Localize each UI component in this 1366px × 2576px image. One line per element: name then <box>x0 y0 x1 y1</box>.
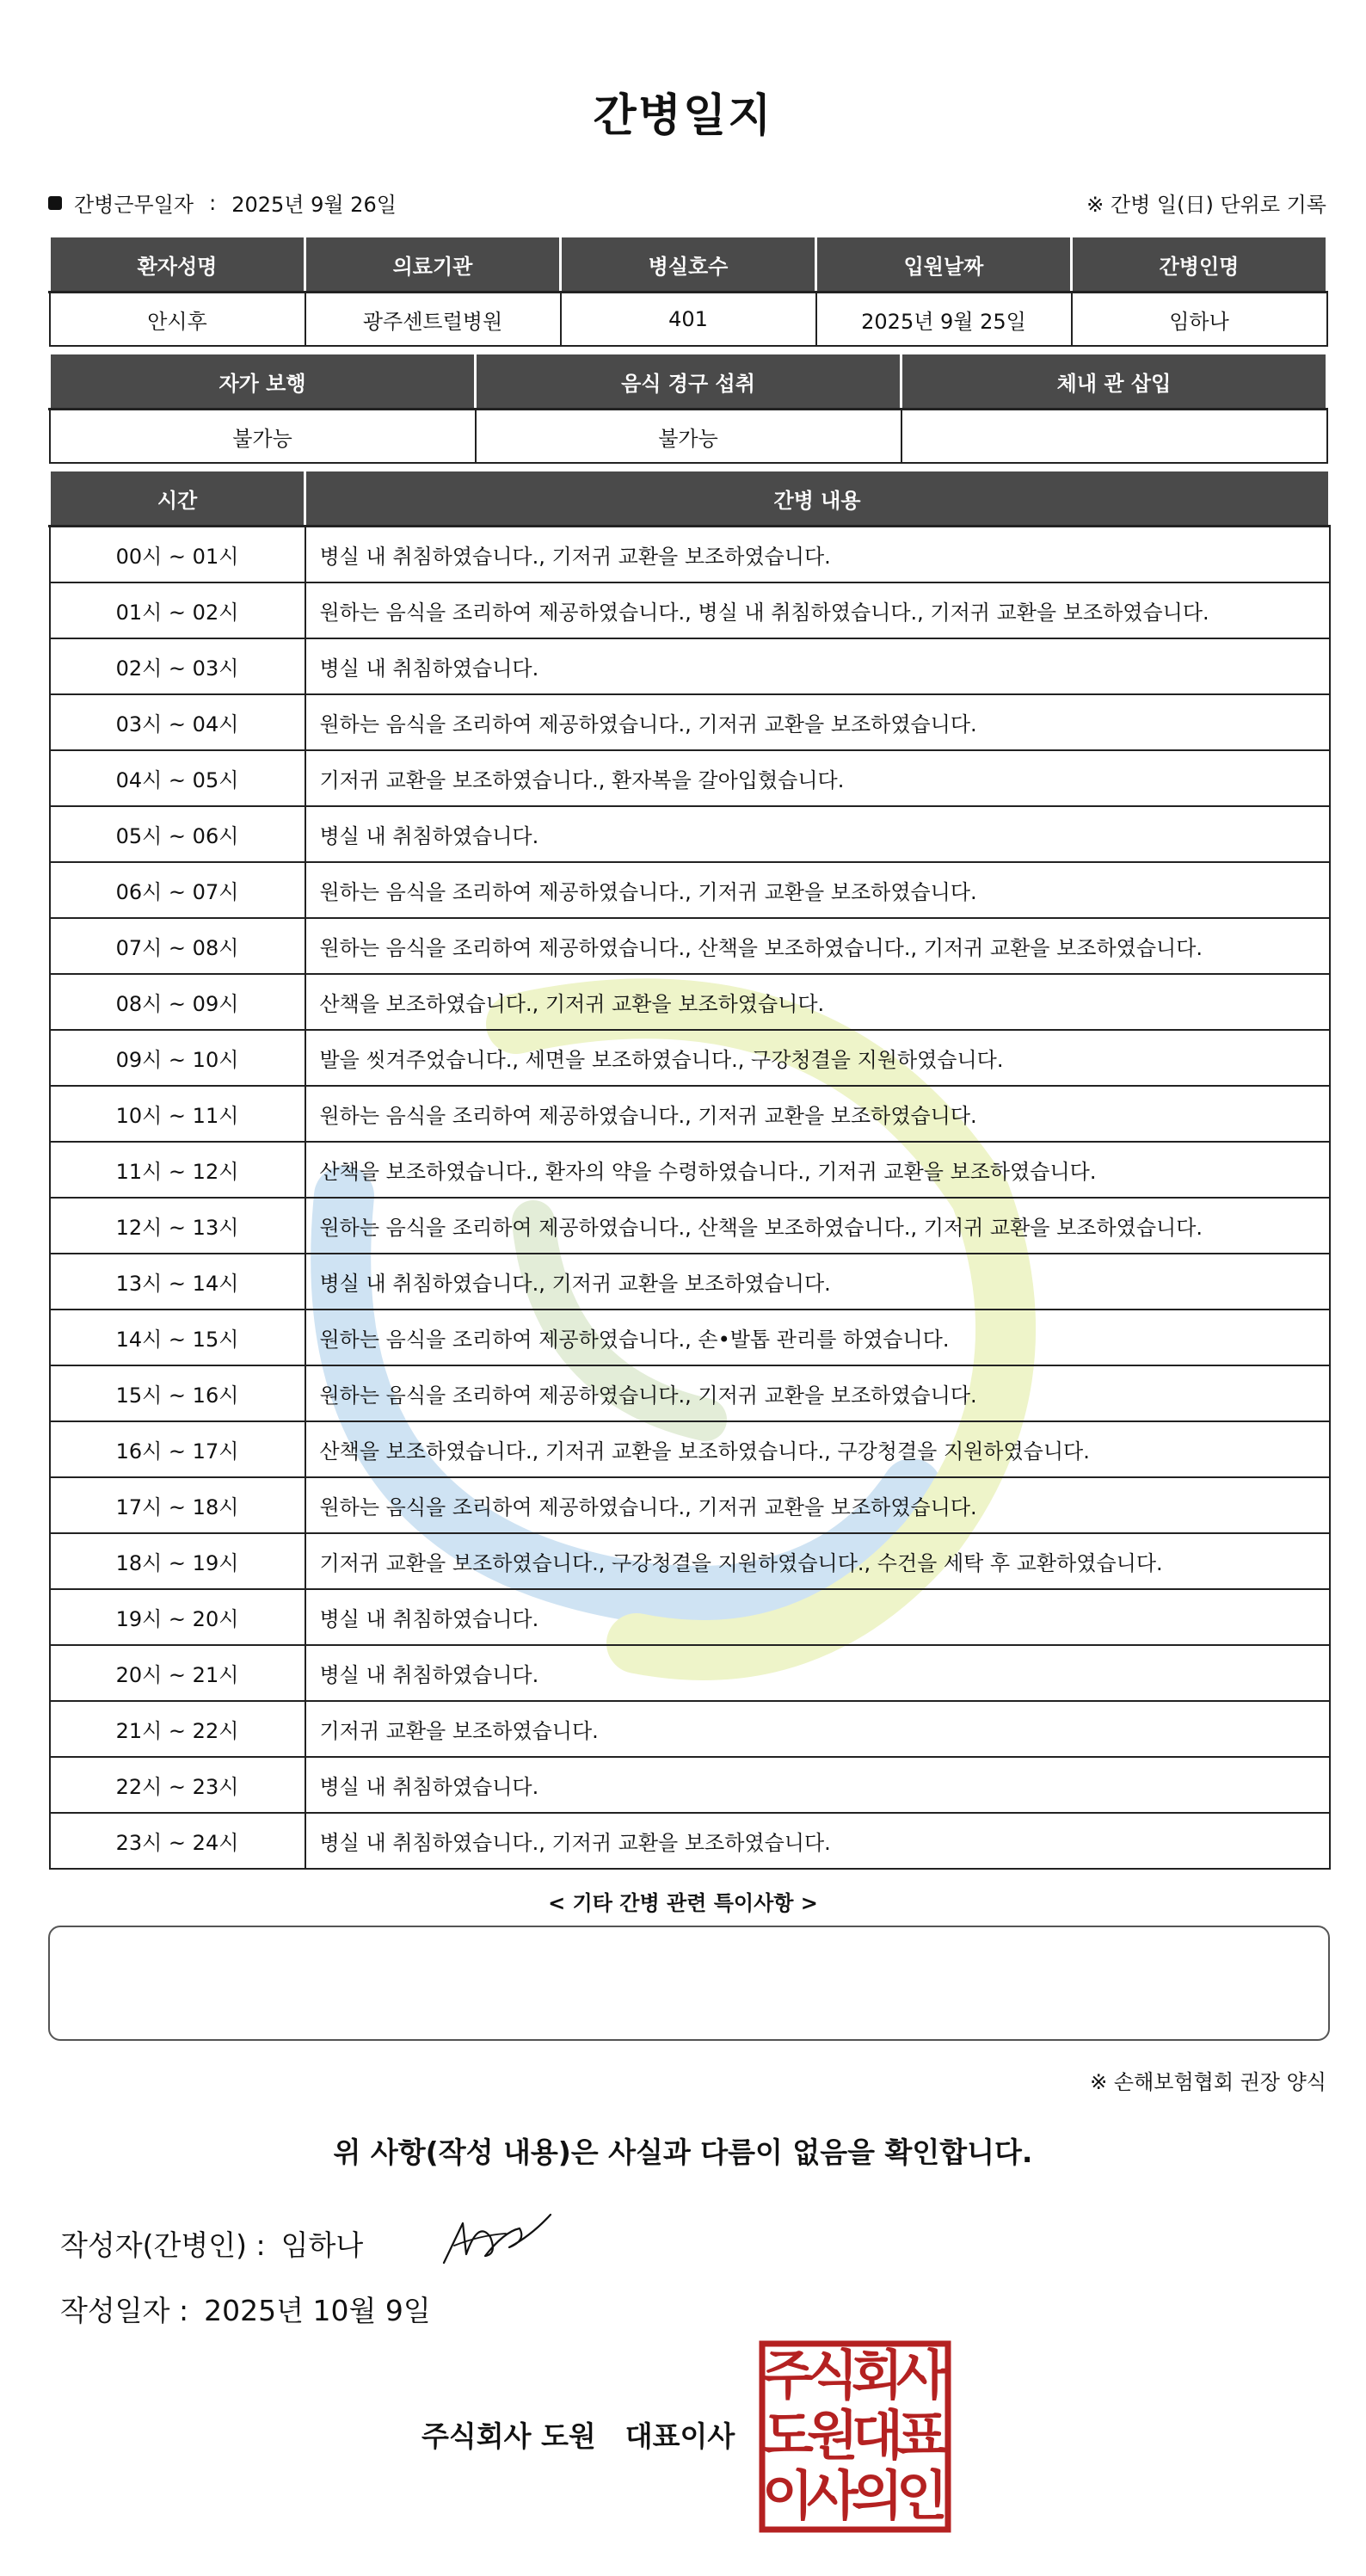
admission-date: 2025년 9월 25일 <box>816 293 1072 347</box>
row-care-content: 병실 내 취침하였습니다. <box>305 638 1330 694</box>
table-row <box>50 1030 1330 1086</box>
row-time: 14시 ~ 15시 <box>50 1310 305 1365</box>
table-row <box>50 750 1330 806</box>
seal-character: 도 <box>762 2404 814 2467</box>
table-row <box>50 1589 1330 1645</box>
row-care-content: 원하는 음식을 조리하여 제공하였습니다., 기저귀 교환을 보조하였습니다. <box>305 694 1330 750</box>
row-care-content: 원하는 음식을 조리하여 제공하였습니다., 산책을 보조하였습니다., 기저귀 교환을 보조하였습니다. <box>305 918 1330 974</box>
care-log-table <box>48 469 1331 1870</box>
row-time: 20시 ~ 21시 <box>50 1645 305 1701</box>
company-seal <box>759 2340 951 2533</box>
table-row <box>50 806 1330 862</box>
row-time: 10시 ~ 11시 <box>50 1086 305 1142</box>
table-row <box>50 638 1330 694</box>
company-role: 대표이사 <box>625 2419 735 2453</box>
seal-character: 의 <box>852 2464 903 2527</box>
row-time: 19시 ~ 20시 <box>50 1589 305 1645</box>
bullet-icon <box>48 196 62 210</box>
row-time: 18시 ~ 19시 <box>50 1533 305 1589</box>
table-row <box>50 1310 1330 1365</box>
row-care-content: 병실 내 취침하였습니다. <box>305 1645 1330 1701</box>
row-care-content: 원하는 음식을 조리하여 제공하였습니다., 병실 내 취침하였습니다., 기저귀 교환을 보조하였습니다. <box>305 582 1330 638</box>
row-time: 07시 ~ 08시 <box>50 918 305 974</box>
row-time: 05시 ~ 06시 <box>50 806 305 862</box>
header-patient-name: 환자성명 <box>50 237 305 293</box>
confirmation-statement: 위 사항(작성 내용)은 사실과 다름이 없음을 확인합니다. <box>333 2135 1033 2169</box>
tube-insertion <box>901 410 1327 464</box>
seal-character: 사 <box>807 2464 858 2527</box>
seal-character: 식 <box>807 2344 858 2407</box>
written-date-line <box>60 2289 431 2329</box>
form-note: ※ 손해보험협회 권장 양식 <box>1090 2070 1326 2094</box>
header-institution: 의료기관 <box>305 237 561 293</box>
table-row <box>50 1701 1330 1757</box>
patient-info-table <box>48 235 1328 347</box>
table-row <box>50 1533 1330 1589</box>
room-number: 401 <box>561 293 816 347</box>
row-care-content: 병실 내 취침하였습니다. <box>305 1757 1330 1813</box>
date-value: 2025년 10월 9일 <box>204 2294 431 2327</box>
row-care-content: 원하는 음식을 조리하여 제공하였습니다., 기저귀 교환을 보조하였습니다. <box>305 1086 1330 1142</box>
writer-line <box>60 2223 363 2264</box>
row-time: 15시 ~ 16시 <box>50 1365 305 1421</box>
table-row <box>50 1254 1330 1310</box>
table-row <box>50 974 1330 1030</box>
work-date-separator: : <box>209 190 217 215</box>
table-row <box>50 1365 1330 1421</box>
header-admission-date: 입원날짜 <box>816 237 1072 293</box>
row-time: 01시 ~ 02시 <box>50 582 305 638</box>
row-care-content: 발을 씻겨주었습니다., 세면을 보조하였습니다., 구강청결을 지원하였습니다. <box>305 1030 1330 1086</box>
row-time: 02시 ~ 03시 <box>50 638 305 694</box>
row-time: 17시 ~ 18시 <box>50 1477 305 1533</box>
header-self-walking: 자가 보행 <box>50 354 476 410</box>
company-name: 주식회사 도원 <box>421 2419 596 2453</box>
table-row <box>50 1086 1330 1142</box>
seal-character: 회 <box>852 2344 903 2407</box>
row-time: 11시 ~ 12시 <box>50 1142 305 1198</box>
row-care-content: 산책을 보조하였습니다., 기저귀 교환을 보조하였습니다., 구강청결을 지원하였습니다. <box>305 1421 1330 1477</box>
row-care-content: 산책을 보조하였습니다., 기저귀 교환을 보조하였습니다. <box>305 974 1330 1030</box>
work-date-row <box>48 188 1326 222</box>
writer-label: 작성자(간병인) : <box>60 2228 266 2262</box>
table-row <box>50 1142 1330 1198</box>
table-row <box>50 1421 1330 1477</box>
table-row <box>50 1477 1330 1533</box>
oral-intake: 불가능 <box>476 410 901 464</box>
table-row <box>50 527 1330 583</box>
care-log-body <box>50 527 1330 1870</box>
row-care-content: 기저귀 교환을 보조하였습니다., 구강청결을 지원하였습니다., 수건을 세탁 후 교환하였습니다. <box>305 1533 1330 1589</box>
signature-image <box>437 2203 557 2271</box>
row-care-content: 병실 내 취침하였습니다. <box>305 1589 1330 1645</box>
row-time: 09시 ~ 10시 <box>50 1030 305 1086</box>
header-time: 시간 <box>50 471 305 527</box>
row-care-content: 병실 내 취침하였습니다., 기저귀 교환을 보조하였습니다. <box>305 1813 1330 1869</box>
table-row <box>50 1757 1330 1813</box>
header-care-content: 간병 내용 <box>305 471 1330 527</box>
header-caregiver: 간병인명 <box>1072 237 1327 293</box>
seal-character: 대 <box>852 2404 903 2467</box>
date-label: 작성일자 : <box>60 2294 189 2327</box>
row-time: 12시 ~ 13시 <box>50 1198 305 1254</box>
row-time: 16시 ~ 17시 <box>50 1421 305 1477</box>
row-care-content: 병실 내 취침하였습니다., 기저귀 교환을 보조하였습니다. <box>305 527 1330 583</box>
work-date-value: 2025년 9월 26일 <box>231 193 397 217</box>
row-care-content: 원하는 음식을 조리하여 제공하였습니다., 손•발톱 관리를 하였습니다. <box>305 1310 1330 1365</box>
row-care-content: 병실 내 취침하였습니다., 기저귀 교환을 보조하였습니다. <box>305 1254 1330 1310</box>
table-row <box>50 694 1330 750</box>
row-time: 06시 ~ 07시 <box>50 862 305 918</box>
table-row <box>50 1645 1330 1701</box>
row-time: 04시 ~ 05시 <box>50 750 305 806</box>
company-line <box>421 2414 735 2455</box>
patient-status-table <box>48 352 1328 464</box>
row-care-content: 원하는 음식을 조리하여 제공하였습니다., 기저귀 교환을 보조하였습니다. <box>305 1365 1330 1421</box>
table-row <box>50 918 1330 974</box>
self-walking: 불가능 <box>50 410 476 464</box>
table-row <box>50 862 1330 918</box>
row-time: 03시 ~ 04시 <box>50 694 305 750</box>
seal-character: 표 <box>896 2404 948 2467</box>
row-care-content: 원하는 음식을 조리하여 제공하였습니다., 산책을 보조하였습니다., 기저귀 교환을 보조하였습니다. <box>305 1198 1330 1254</box>
remarks-title: < 기타 간병 관련 특이사항 > <box>548 1891 818 1915</box>
row-time: 22시 ~ 23시 <box>50 1757 305 1813</box>
row-care-content: 산책을 보조하였습니다., 환자의 약을 수령하였습니다., 기저귀 교환을 보조하였습니다. <box>305 1142 1330 1198</box>
table-row <box>50 582 1330 638</box>
seal-character: 인 <box>896 2464 948 2527</box>
row-care-content: 기저귀 교환을 보조하였습니다., 환자복을 갈아입혔습니다. <box>305 750 1330 806</box>
institution: 광주센트럴병원 <box>305 293 561 347</box>
page-title: 간병일지 <box>593 90 773 142</box>
seal-character: 원 <box>807 2404 858 2467</box>
seal-character: 사 <box>896 2344 948 2407</box>
work-date-label: 간병근무일자 <box>74 193 194 217</box>
row-care-content: 원하는 음식을 조리하여 제공하였습니다., 기저귀 교환을 보조하였습니다. <box>305 862 1330 918</box>
seal-character: 주 <box>762 2344 814 2407</box>
table-row <box>50 1813 1330 1869</box>
row-time: 13시 ~ 14시 <box>50 1254 305 1310</box>
seal-character: 이 <box>762 2464 814 2527</box>
table-row <box>50 1198 1330 1254</box>
remarks-box <box>48 1926 1330 2041</box>
header-oral-intake: 음식 경구 섭취 <box>476 354 901 410</box>
row-time: 08시 ~ 09시 <box>50 974 305 1030</box>
caregiver-name: 임하나 <box>1072 293 1327 347</box>
writer-name: 임하나 <box>280 2228 364 2262</box>
row-care-content: 병실 내 취침하였습니다. <box>305 806 1330 862</box>
row-time: 00시 ~ 01시 <box>50 527 305 583</box>
unit-note: ※ 간병 일(日) 단위로 기록 <box>1086 193 1326 217</box>
patient-name: 안시후 <box>50 293 305 347</box>
header-tube: 체내 관 삽입 <box>901 354 1327 410</box>
header-room: 병실호수 <box>561 237 816 293</box>
row-time: 23시 ~ 24시 <box>50 1813 305 1869</box>
work-date <box>48 188 397 218</box>
row-care-content: 원하는 음식을 조리하여 제공하였습니다., 기저귀 교환을 보조하였습니다. <box>305 1477 1330 1533</box>
row-time: 21시 ~ 22시 <box>50 1701 305 1757</box>
row-care-content: 기저귀 교환을 보조하였습니다. <box>305 1701 1330 1757</box>
